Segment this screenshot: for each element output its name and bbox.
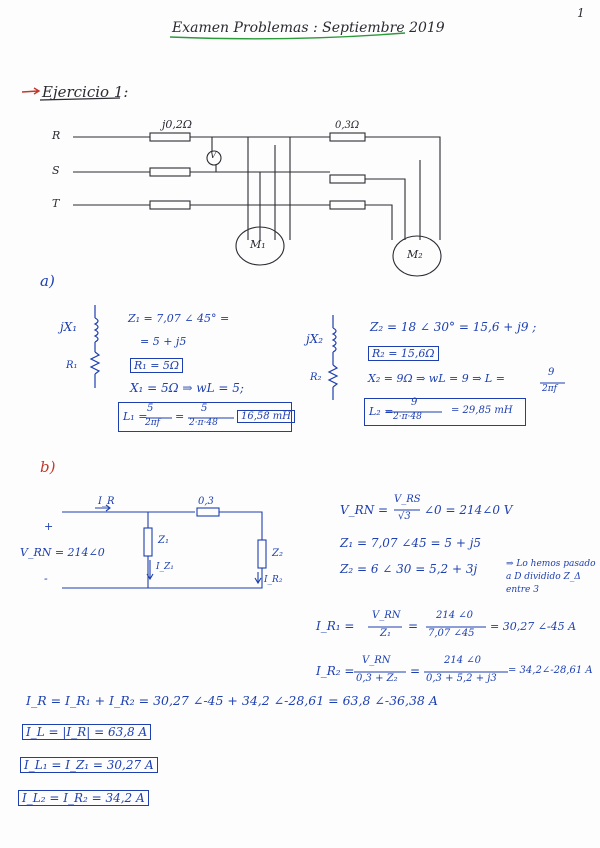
motor1-label: M₁ — [250, 238, 266, 251]
a-right-r: R₂ — [310, 372, 322, 383]
line-resistance-label: 0,3Ω — [335, 120, 360, 131]
b-r03-label: 0,3 — [198, 496, 214, 507]
a-left-l-f2n: 5 — [201, 403, 208, 414]
a-left-l-lhs: L₁ = — [123, 410, 148, 423]
a-right-l-den: 2·π·48 — [393, 412, 422, 422]
b-z2-label: Z₂ — [272, 548, 283, 559]
page-title: Examen Problemas : Septiembre 2019 — [172, 20, 445, 36]
b-vrn-source: V_RN = 214∠0 — [20, 546, 105, 559]
b-ir1-num2: 214 ∠0 — [436, 610, 474, 621]
a-left-l-result: 16,58 mH — [237, 410, 295, 423]
phase-t-label: T — [52, 197, 60, 210]
b-z1-label: Z₁ — [158, 535, 169, 546]
a-right-x: X₂ = 9Ω ⇒ wL = 9 ⇒ L = — [368, 372, 505, 385]
b-ir1-den: Z₁ — [380, 628, 391, 639]
b-ir-label: I_R — [98, 496, 115, 507]
b-ir-sum: I_R = I_R₁ + I_R₂ = 30,27 ∠-45 + 34,2 ∠-28,61 = 63,8 ∠-36,38 A — [26, 693, 438, 708]
b-z1-eq: Z₁ = 7,07 ∠45 = 5 + j5 — [340, 536, 482, 550]
a-left-l-f1n: 5 — [147, 403, 154, 414]
motor2-label: M₂ — [407, 248, 423, 261]
b-vrn-lhs: V_RN = — [340, 503, 389, 517]
b-iz2-label: I_R₂ — [264, 575, 283, 585]
a-right-z2: Z₂ = 18 ∠ 30° = 15,6 + j9 ; — [370, 320, 537, 334]
a-left-jx: jX₁ — [60, 320, 78, 334]
b-il1-box: I_L₁ = I_Z₁ = 30,27 A — [20, 757, 158, 773]
b-ir2-lhs: I_R₂ = — [316, 664, 355, 678]
b-ir1-den2: 7,07 ∠45 — [428, 628, 475, 639]
line-impedance-label: j0,2Ω — [162, 118, 193, 131]
phase-s-label: S — [52, 164, 60, 177]
part-a-label: a) — [40, 272, 55, 290]
a-left-r: R₁ — [66, 360, 78, 371]
b-vrn-rhs: ∠0 = 214∠0 V — [424, 503, 513, 517]
a-left-z1-rect: = 5 + j5 — [140, 335, 187, 348]
a-left-l-box — [118, 402, 292, 432]
a-left-l-eq: = — [175, 410, 185, 423]
b-iz1-label: I_Z₁ — [156, 562, 174, 572]
b-ir2-result: = 34,2∠-28,61 A — [508, 665, 593, 676]
b-plus: + — [44, 520, 54, 533]
b-ir2-den2: 0,3 + 5,2 + j3 — [426, 673, 497, 684]
b-ir1-eq: = — [408, 619, 419, 633]
b-il2-box: I_L₂ = I_R₂ = 34,2 A — [18, 790, 149, 806]
a-right-l-result: = 29,85 mH — [451, 405, 513, 416]
b-ir2-num2: 214 ∠0 — [444, 655, 482, 666]
b-il-box: I_L = |I_R| = 63,8 A — [22, 724, 151, 740]
b-ir1-lhs: I_R₁ = — [316, 619, 355, 633]
a-right-l-num: 9 — [411, 397, 418, 408]
part-b-label: b) — [40, 458, 56, 476]
a-right-x-den: 2πf — [542, 384, 557, 394]
exercise-heading: Ejercicio 1: — [42, 83, 129, 101]
b-ir2-den: 0,3 + Z₂ — [356, 673, 398, 684]
b-vrn-num: V_RS — [394, 494, 421, 505]
b-delta-note: ⇒ Lo hemos pasado a D dividido Z_Δ entre 3 — [506, 559, 596, 595]
b-ir1-result: = 30,27 ∠-45 A — [490, 620, 577, 633]
page-number: 1 — [577, 6, 585, 20]
a-left-l-f1d: 2πf — [145, 418, 160, 428]
a-right-l-lhs: L₂ = — [369, 405, 394, 418]
a-right-jx: jX₂ — [306, 332, 324, 346]
a-right-l-box — [364, 398, 526, 426]
b-ir2-eq: = — [410, 664, 421, 678]
voltmeter-label: V — [210, 151, 217, 161]
a-right-x-num: 9 — [548, 367, 555, 378]
a-right-r-box: R₂ = 15,6Ω — [368, 346, 439, 361]
phase-r-label: R — [52, 129, 61, 142]
a-left-x: X₁ = 5Ω ⇒ wL = 5; — [130, 381, 244, 395]
b-vrn-den: √3 — [398, 511, 411, 522]
b-ir1-num: V_RN — [372, 610, 401, 621]
b-minus: - — [44, 572, 48, 585]
a-left-r-box: R₁ = 5Ω — [130, 358, 183, 373]
b-ir2-num: V_RN — [362, 655, 391, 666]
a-left-z1: Z₁ = 7,07 ∠ 45° = — [128, 312, 230, 325]
a-left-l-f2d: 2·π·48 — [189, 418, 218, 428]
b-z2-eq: Z₂ = 6 ∠ 30 = 5,2 + 3j — [340, 562, 478, 576]
